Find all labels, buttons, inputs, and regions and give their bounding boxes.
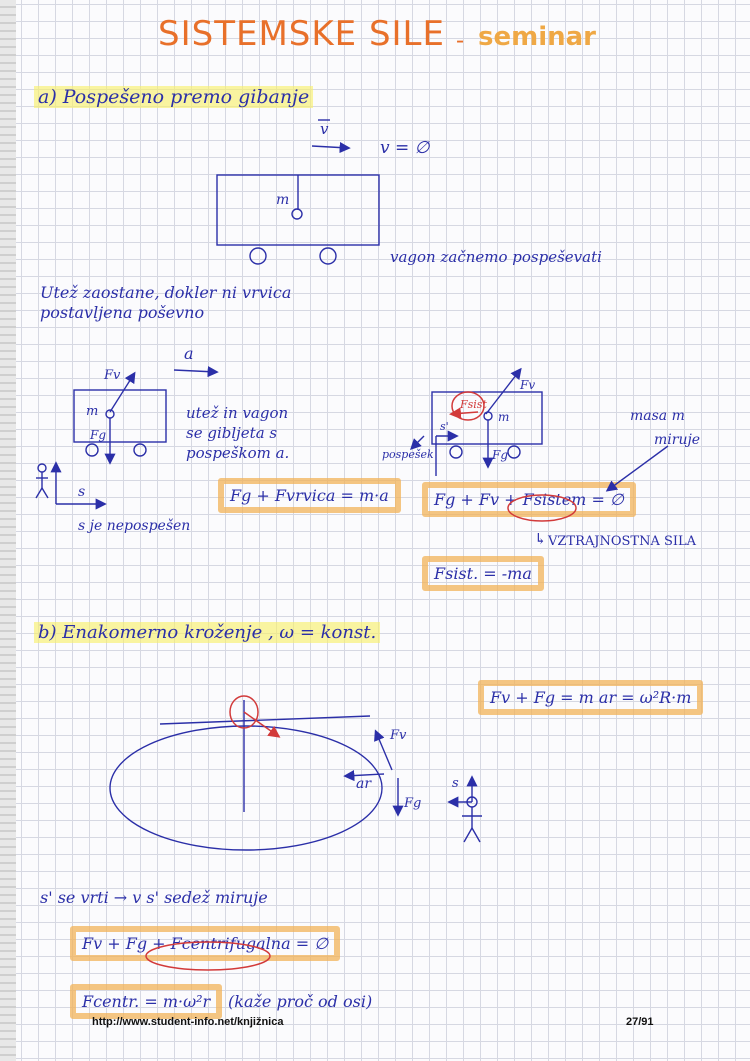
note-line-1: Utež zaostane, dokler ni vrvica (40, 283, 292, 302)
fv-left-label: Fv (104, 368, 121, 383)
fv-circle-arrow (376, 732, 392, 770)
ar-arrow (346, 774, 384, 776)
fv-left-arrow (110, 374, 134, 412)
moving-line-1: utež in vagon (186, 404, 289, 422)
equation-centr: Fcentr. = m·ω²r (70, 984, 222, 1019)
circular-path (110, 726, 382, 850)
masa-note-1: masa m (630, 408, 685, 424)
wheel-right (320, 248, 336, 264)
rotation-axis-bar (160, 716, 370, 724)
wagon-left (74, 390, 166, 442)
mass-ball-top (292, 209, 302, 219)
v-vector-arrow (312, 146, 348, 148)
fsistem-circle (508, 495, 576, 521)
masa-note-2: miruje (654, 432, 701, 448)
fv-right-label: Fv (520, 378, 536, 392)
fg-right-label: Fg (492, 448, 509, 462)
v-label: v (320, 120, 329, 138)
fg-left-label: Fg (90, 428, 107, 442)
inertia-label: VZTRAJNOSTNA SILA (548, 534, 697, 549)
a-label: a (184, 344, 194, 363)
page-subtitle: seminar (478, 22, 596, 52)
fcentrifugalna-circle (146, 942, 270, 970)
equation-left: Fg + Fvrvica = m·a (218, 478, 401, 513)
section-b-heading: b) Enakomerno kroženje , ω = konst. (34, 622, 380, 643)
page-title: SISTEMSKE SILE (158, 14, 445, 54)
v-equation: v = ∅ (380, 138, 430, 158)
moving-line-3: pospeškom a. (186, 444, 290, 462)
title-dash: - (456, 26, 465, 54)
wagon-note: vagon začnemo pospeševati (390, 248, 602, 266)
equation-fsist: Fsist. = -ma (422, 556, 544, 591)
arrow-note: ↳ (534, 530, 547, 548)
equation-circular: Fv + Fg = m ar = ω²R·m (478, 680, 703, 715)
section-a-heading: a) Pospešeno premo gibanje (34, 86, 313, 108)
wheel-left (250, 248, 266, 264)
fsist-label: Fsist (460, 398, 487, 411)
footer-url: http://www.student-info.net/knjižnica (92, 1016, 284, 1028)
fsist-circle (452, 392, 484, 420)
fg-circle-label: Fg (404, 796, 422, 811)
moving-line-2: se gibljeta s (186, 424, 278, 442)
fv-circle-label: Fv (390, 728, 407, 743)
m-right-label: m (498, 410, 510, 424)
s-note: s je nepospešen (78, 518, 191, 534)
ar-label: ar (356, 776, 372, 792)
equation-centrifugal: Fv + Fg + Fcentrifugalna = ∅ (70, 926, 340, 961)
pospesek-label: pospešek (382, 448, 434, 461)
mass-label-top: m (276, 192, 290, 208)
centr-note: (kaže proč od osi) (228, 992, 373, 1011)
a-vector-arrow (174, 370, 216, 372)
s-circle-label: s (452, 776, 459, 791)
stick-figure-left (38, 464, 46, 472)
note-line-2: postavljena poševno (40, 303, 205, 322)
s-prime-label: s' (440, 420, 449, 433)
s-left-label: s (78, 484, 86, 500)
m-left-label: m (86, 404, 99, 419)
footer-page-number: 27/91 (626, 1016, 654, 1028)
masa-pointer-arrow (608, 446, 668, 490)
rotating-note: s' se vrti → v s' sedež miruje (40, 888, 268, 907)
equation-right: Fg + Fv + Fsistem = ∅ (422, 482, 636, 517)
